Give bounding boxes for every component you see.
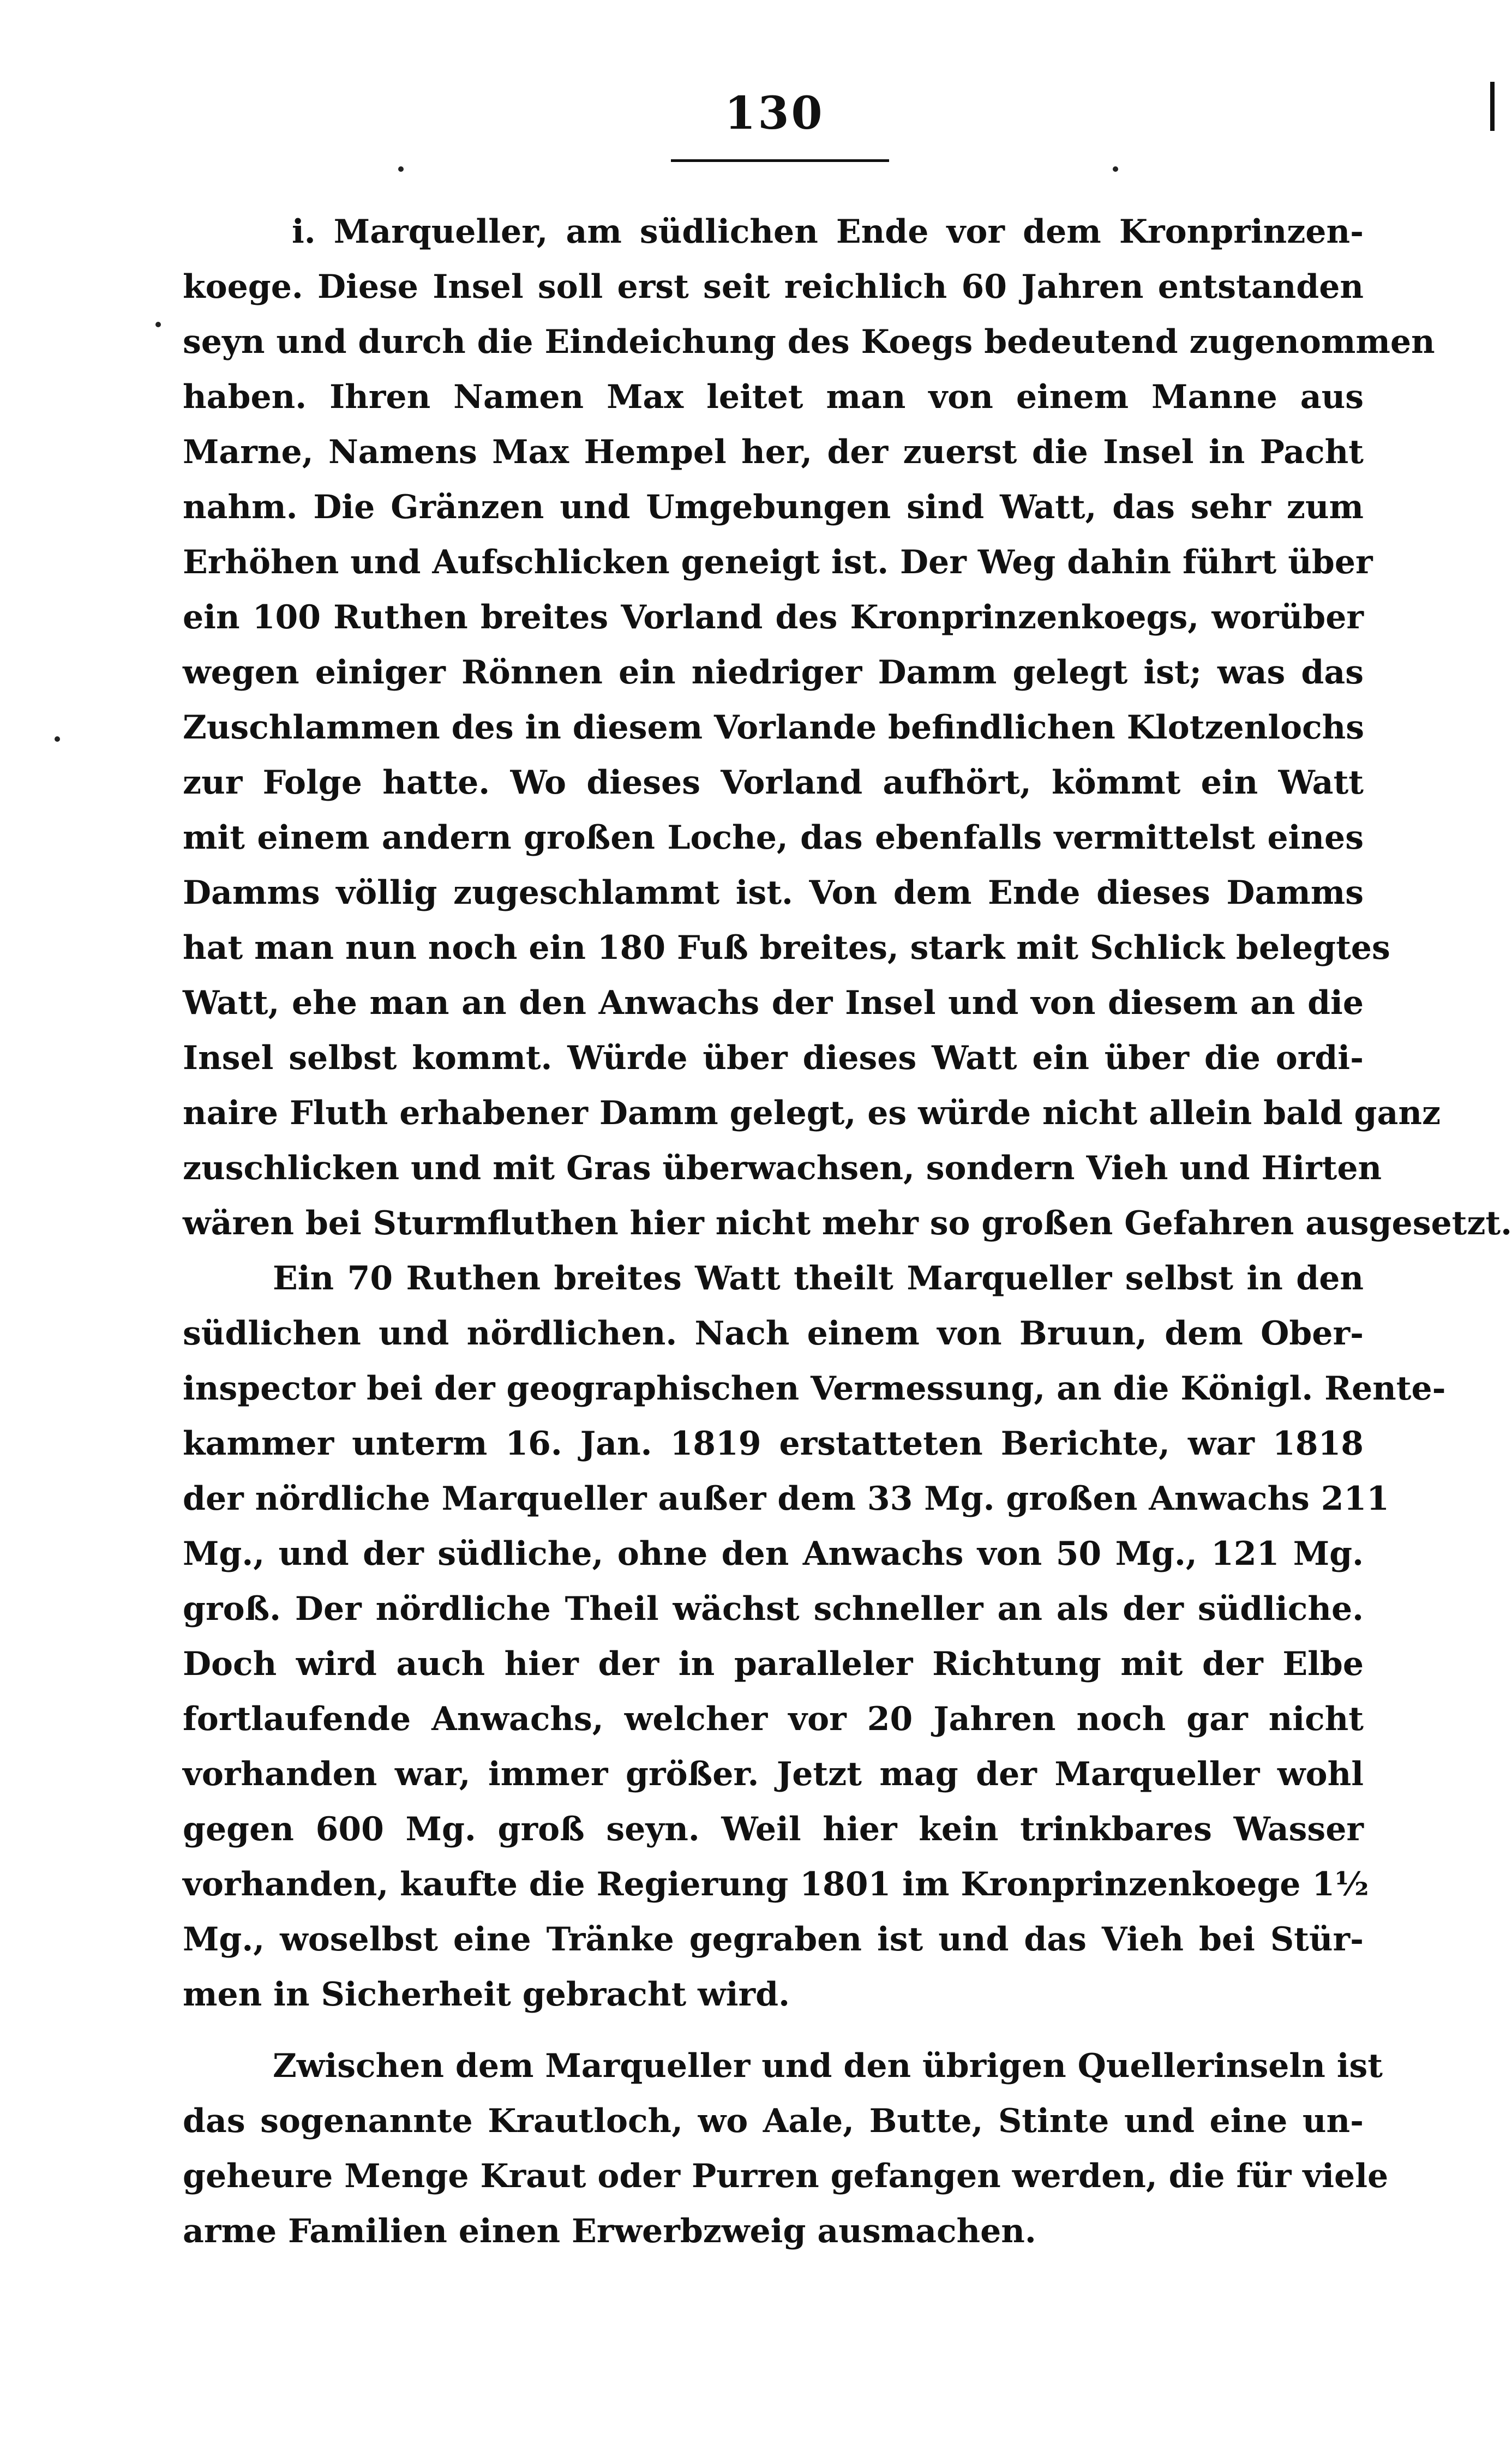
text-line: Doch wird auch hier der in paralleler Richtung mit der Elbe	[183, 1645, 1364, 1683]
text-line: nahm. Die Gränzen und Umgebungen sind Watt, das sehr zum	[183, 488, 1364, 526]
text-line: Insel selbst kommt. Würde über dieses Watt ein über die ordi-	[183, 1039, 1364, 1077]
ink-speck	[155, 322, 161, 327]
text-line: mit einem andern großen Loche, das ebenfalls vermittelst eines	[183, 819, 1364, 857]
text-line: naire Fluth erhabener Damm gelegt, es würde nicht allein bald ganz	[183, 1094, 1441, 1132]
text-line: der nördliche Marqueller außer dem 33 Mg. großen Anwachs 211	[183, 1480, 1389, 1518]
text-line: Ein 70 Ruthen breites Watt theilt Marqueller selbst in den	[273, 1259, 1364, 1298]
ink-speck	[1113, 166, 1118, 172]
ink-speck	[55, 736, 60, 742]
text-line: vorhanden, kaufte die Regierung 1801 im Kronprinzenkoege 1½	[183, 1865, 1369, 1903]
text-line: wegen einiger Rönnen ein niedriger Damm gelegt ist; was das	[183, 653, 1364, 692]
text-line: men in Sicherheit gebracht wird.	[183, 1975, 790, 2014]
text-line: südlichen und nördlichen. Nach einem von Bruun, dem Ober-	[183, 1314, 1364, 1353]
text-line: fortlaufende Anwachs, welcher vor 20 Jahren noch gar nicht	[183, 1700, 1364, 1738]
text-line: Mg., und der südliche, ohne den Anwachs von 50 Mg., 121 Mg.	[183, 1535, 1364, 1573]
text-line: Damms völlig zugeschlammt ist. Von dem Ende dieses Damms	[183, 874, 1364, 912]
text-line: seyn und durch die Eindeichung des Koegs bedeutend zugenommen	[183, 323, 1435, 361]
body-text	[183, 205, 1512, 2259]
text-line: ein 100 Ruthen breites Vorland des Kronprinzenkoegs, worüber	[183, 598, 1364, 636]
text-line: das sogenannte Krautloch, wo Aale, Butte, Stinte und eine un-	[183, 2102, 1364, 2140]
text-line: zuschlicken und mit Gras überwachsen, sondern Vieh und Hirten	[183, 1149, 1382, 1187]
paragraph-3	[183, 2039, 1389, 2259]
text-line: Watt, ehe man an den Anwachs der Insel und von diesem an die	[183, 984, 1364, 1022]
paragraph-2	[183, 1251, 1446, 2022]
text-line: gegen 600 Mg. groß seyn. Weil hier kein trinkbares Wasser	[183, 1810, 1364, 1848]
text-line: Zwischen dem Marqueller und den übrigen Quellerinseln ist	[273, 2047, 1383, 2085]
text-line: kammer unterm 16. Jan. 1819 erstatteten Berichte, war 1818	[183, 1425, 1364, 1463]
text-line: koege. Diese Insel soll erst seit reichlich 60 Jahren entstanden	[183, 268, 1364, 306]
text-line: inspector bei der geographischen Vermessung, an die Königl. Rente-	[183, 1370, 1446, 1408]
text-line: Zuschlammen des in diesem Vorlande befindlichen Klotzenlochs	[183, 708, 1365, 747]
page-edge-mark	[1490, 82, 1495, 131]
text-line: vorhanden war, immer größer. Jetzt mag der Marqueller wohl	[183, 1755, 1364, 1793]
page-number: 130	[724, 87, 825, 140]
text-line: Erhöhen und Aufschlicken geneigt ist. Der Weg dahin führt über	[183, 543, 1373, 581]
text-line: haben. Ihren Namen Max leitet man von einem Manne aus	[183, 378, 1364, 416]
text-line: Marne, Namens Max Hempel her, der zuerst die Insel in Pacht	[183, 433, 1364, 471]
text-line: wären bei Sturmfluthen hier nicht mehr so großen Gefahren ausgesetzt.	[183, 1204, 1512, 1242]
text-line: Mg., woselbst eine Tränke gegraben ist und das Vieh bei Stür-	[183, 1920, 1364, 1959]
ink-speck	[398, 166, 404, 172]
paragraph-1	[183, 205, 1512, 1251]
text-line: groß. Der nördliche Theil wächst schneller an als der südliche.	[183, 1590, 1364, 1628]
paragraph-spacer	[183, 2022, 1364, 2039]
text-line: hat man nun noch ein 180 Fuß breites, stark mit Schlick belegtes	[183, 929, 1390, 967]
text-line: geheure Menge Kraut oder Purren gefangen werden, die für viele	[183, 2157, 1389, 2195]
header-rule	[671, 159, 889, 162]
text-line: zur Folge hatte. Wo dieses Vorland aufhört, kömmt ein Watt	[183, 764, 1364, 802]
text-line: i. Marqueller, am südlichen Ende vor dem Kronprinzen-	[292, 213, 1364, 251]
text-line: arme Familien einen Erwerbzweig ausmachen.	[183, 2212, 1036, 2250]
